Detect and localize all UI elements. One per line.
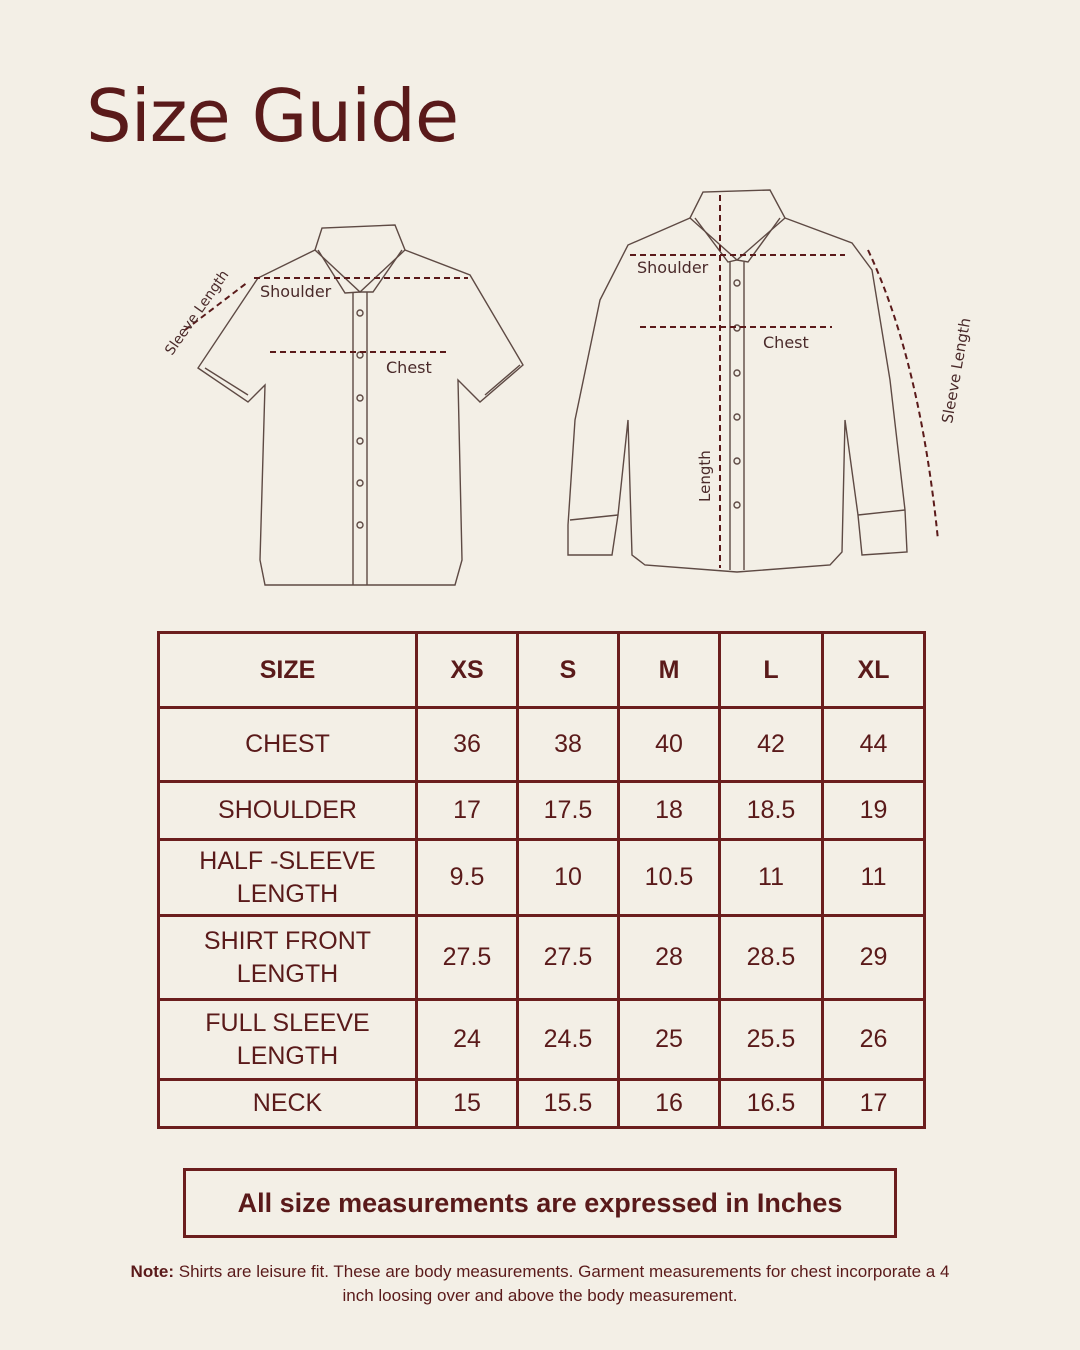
cell: 24.5 [518,1000,619,1080]
cell: 10.5 [619,840,720,916]
cell: 17.5 [518,782,619,840]
cell: 15 [417,1080,518,1128]
cell: 10 [518,840,619,916]
footnote [130,1260,950,1308]
cell: 36 [417,708,518,782]
cell: 25.5 [720,1000,823,1080]
cell: 25 [619,1000,720,1080]
row-label: NECK [159,1080,417,1128]
cell: 40 [619,708,720,782]
table-row [159,916,925,1000]
cell: 19 [823,782,925,840]
short-shoulder-label: Shoulder [260,282,332,301]
cell: 28 [619,916,720,1000]
header-m: M [619,633,720,708]
long-sleeve-length-label: Sleeve Length [938,316,975,425]
header-l: L [720,633,823,708]
header-xs: XS [417,633,518,708]
cell: 15.5 [518,1080,619,1128]
short-chest-label: Chest [386,358,432,377]
row-label: SHOULDER [159,782,417,840]
cell: 28.5 [720,916,823,1000]
short-sleeve-shirt-illustration [185,225,523,585]
cell: 38 [518,708,619,782]
cell: 17 [417,782,518,840]
size-table [157,631,926,1129]
cell: 18.5 [720,782,823,840]
cell: 18 [619,782,720,840]
cell: 16.5 [720,1080,823,1128]
short-sleeve-length-label: Sleeve Length [162,267,233,359]
cell: 11 [720,840,823,916]
cell: 42 [720,708,823,782]
header-s: S [518,633,619,708]
header-xl: XL [823,633,925,708]
table-row [159,1000,925,1080]
note-text: Shirts are leisure fit. These are body measurements. Garment measurements for chest incorporate a 4 inch loosing over and above the body measurement. [178,1262,950,1305]
row-label: FULL SLEEVE LENGTH [159,1000,417,1080]
cell: 11 [823,840,925,916]
cell: 27.5 [518,916,619,1000]
row-label: HALF -SLEEVE LENGTH [159,840,417,916]
row-label: CHEST [159,708,417,782]
note-prefix: Note: [130,1262,174,1281]
cell: 17 [823,1080,925,1128]
table-row [159,840,925,916]
units-notice: All size measurements are expressed in Inches [183,1168,897,1238]
table-header-row [159,633,925,708]
cell: 44 [823,708,925,782]
cell: 24 [417,1000,518,1080]
page-title: Size Guide [86,74,459,158]
long-chest-label: Chest [763,333,809,352]
cell: 29 [823,916,925,1000]
long-shoulder-label: Shoulder [637,258,709,277]
header-size: SIZE [159,633,417,708]
table-row [159,782,925,840]
long-sleeve-shirt-illustration [568,190,938,572]
row-label: SHIRT FRONT LENGTH [159,916,417,1000]
cell: 9.5 [417,840,518,916]
shirt-diagrams [0,170,1080,610]
cell: 26 [823,1000,925,1080]
table-row [159,708,925,782]
cell: 27.5 [417,916,518,1000]
table-row [159,1080,925,1128]
cell: 16 [619,1080,720,1128]
long-length-label: Length [696,450,714,502]
